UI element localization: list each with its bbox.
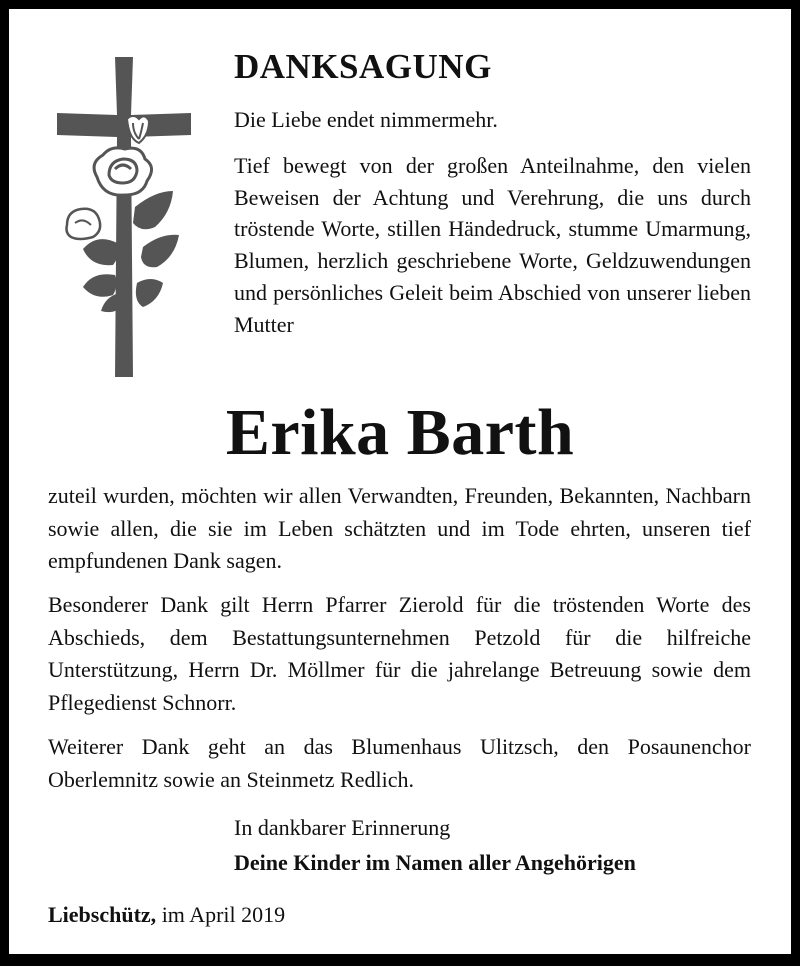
place-date <box>48 902 285 928</box>
thanks-paragraph: zuteil wurden, möchten wir allen Verwandten, Freunden, Bekannten, Nachbarn sowie allen, die sie im Leben schätzten und im Tode ehrten, unseren tief empfundenen Dank sagen. <box>48 483 751 573</box>
closing-line: In dankbarer Erinnerung <box>234 815 451 840</box>
further-thanks-paragraph: Weiterer Dank geht an das Blumenhaus Ulitzsch, den Posaunenchor Oberlemnitz sowie an Steinmetz Redlich. <box>48 734 751 792</box>
special-thanks-paragraph: Besonderer Dank gilt Herrn Pfarrer Zierold für die tröstenden Worte des Abschieds, dem Bestattungsunternehmen Petzold für die hilfreiche Unterstützung, Herrn Dr. Möllmer für die jahrelange Betreuung sowie dem Pflegedienst Schnorr. <box>48 592 751 715</box>
date: im April 2019 <box>161 902 286 927</box>
intro-paragraph: Tief bewegt von der großen Anteilnahme, den vielen Beweisen der Achtung und Verehrung, die uns durch tröstende Worte, stillen Händedruck, stumme Umarmung, Blumen, herzlich geschriebene Worte, Geldzuwendungen und persönliches Geleit beim Abschied von unserer lieben Mutter <box>234 153 751 337</box>
deceased-name: Erika Barth <box>225 396 575 469</box>
place: Liebschütz, <box>48 902 157 927</box>
notice-heading: DANKSAGUNG <box>234 47 492 86</box>
signers: Deine Kinder im Namen aller Angehörigen <box>234 850 636 875</box>
motto: Die Liebe endet nimmermehr. <box>234 107 498 132</box>
cross-with-roses-icon <box>57 57 191 377</box>
obituary-notice <box>9 9 791 954</box>
